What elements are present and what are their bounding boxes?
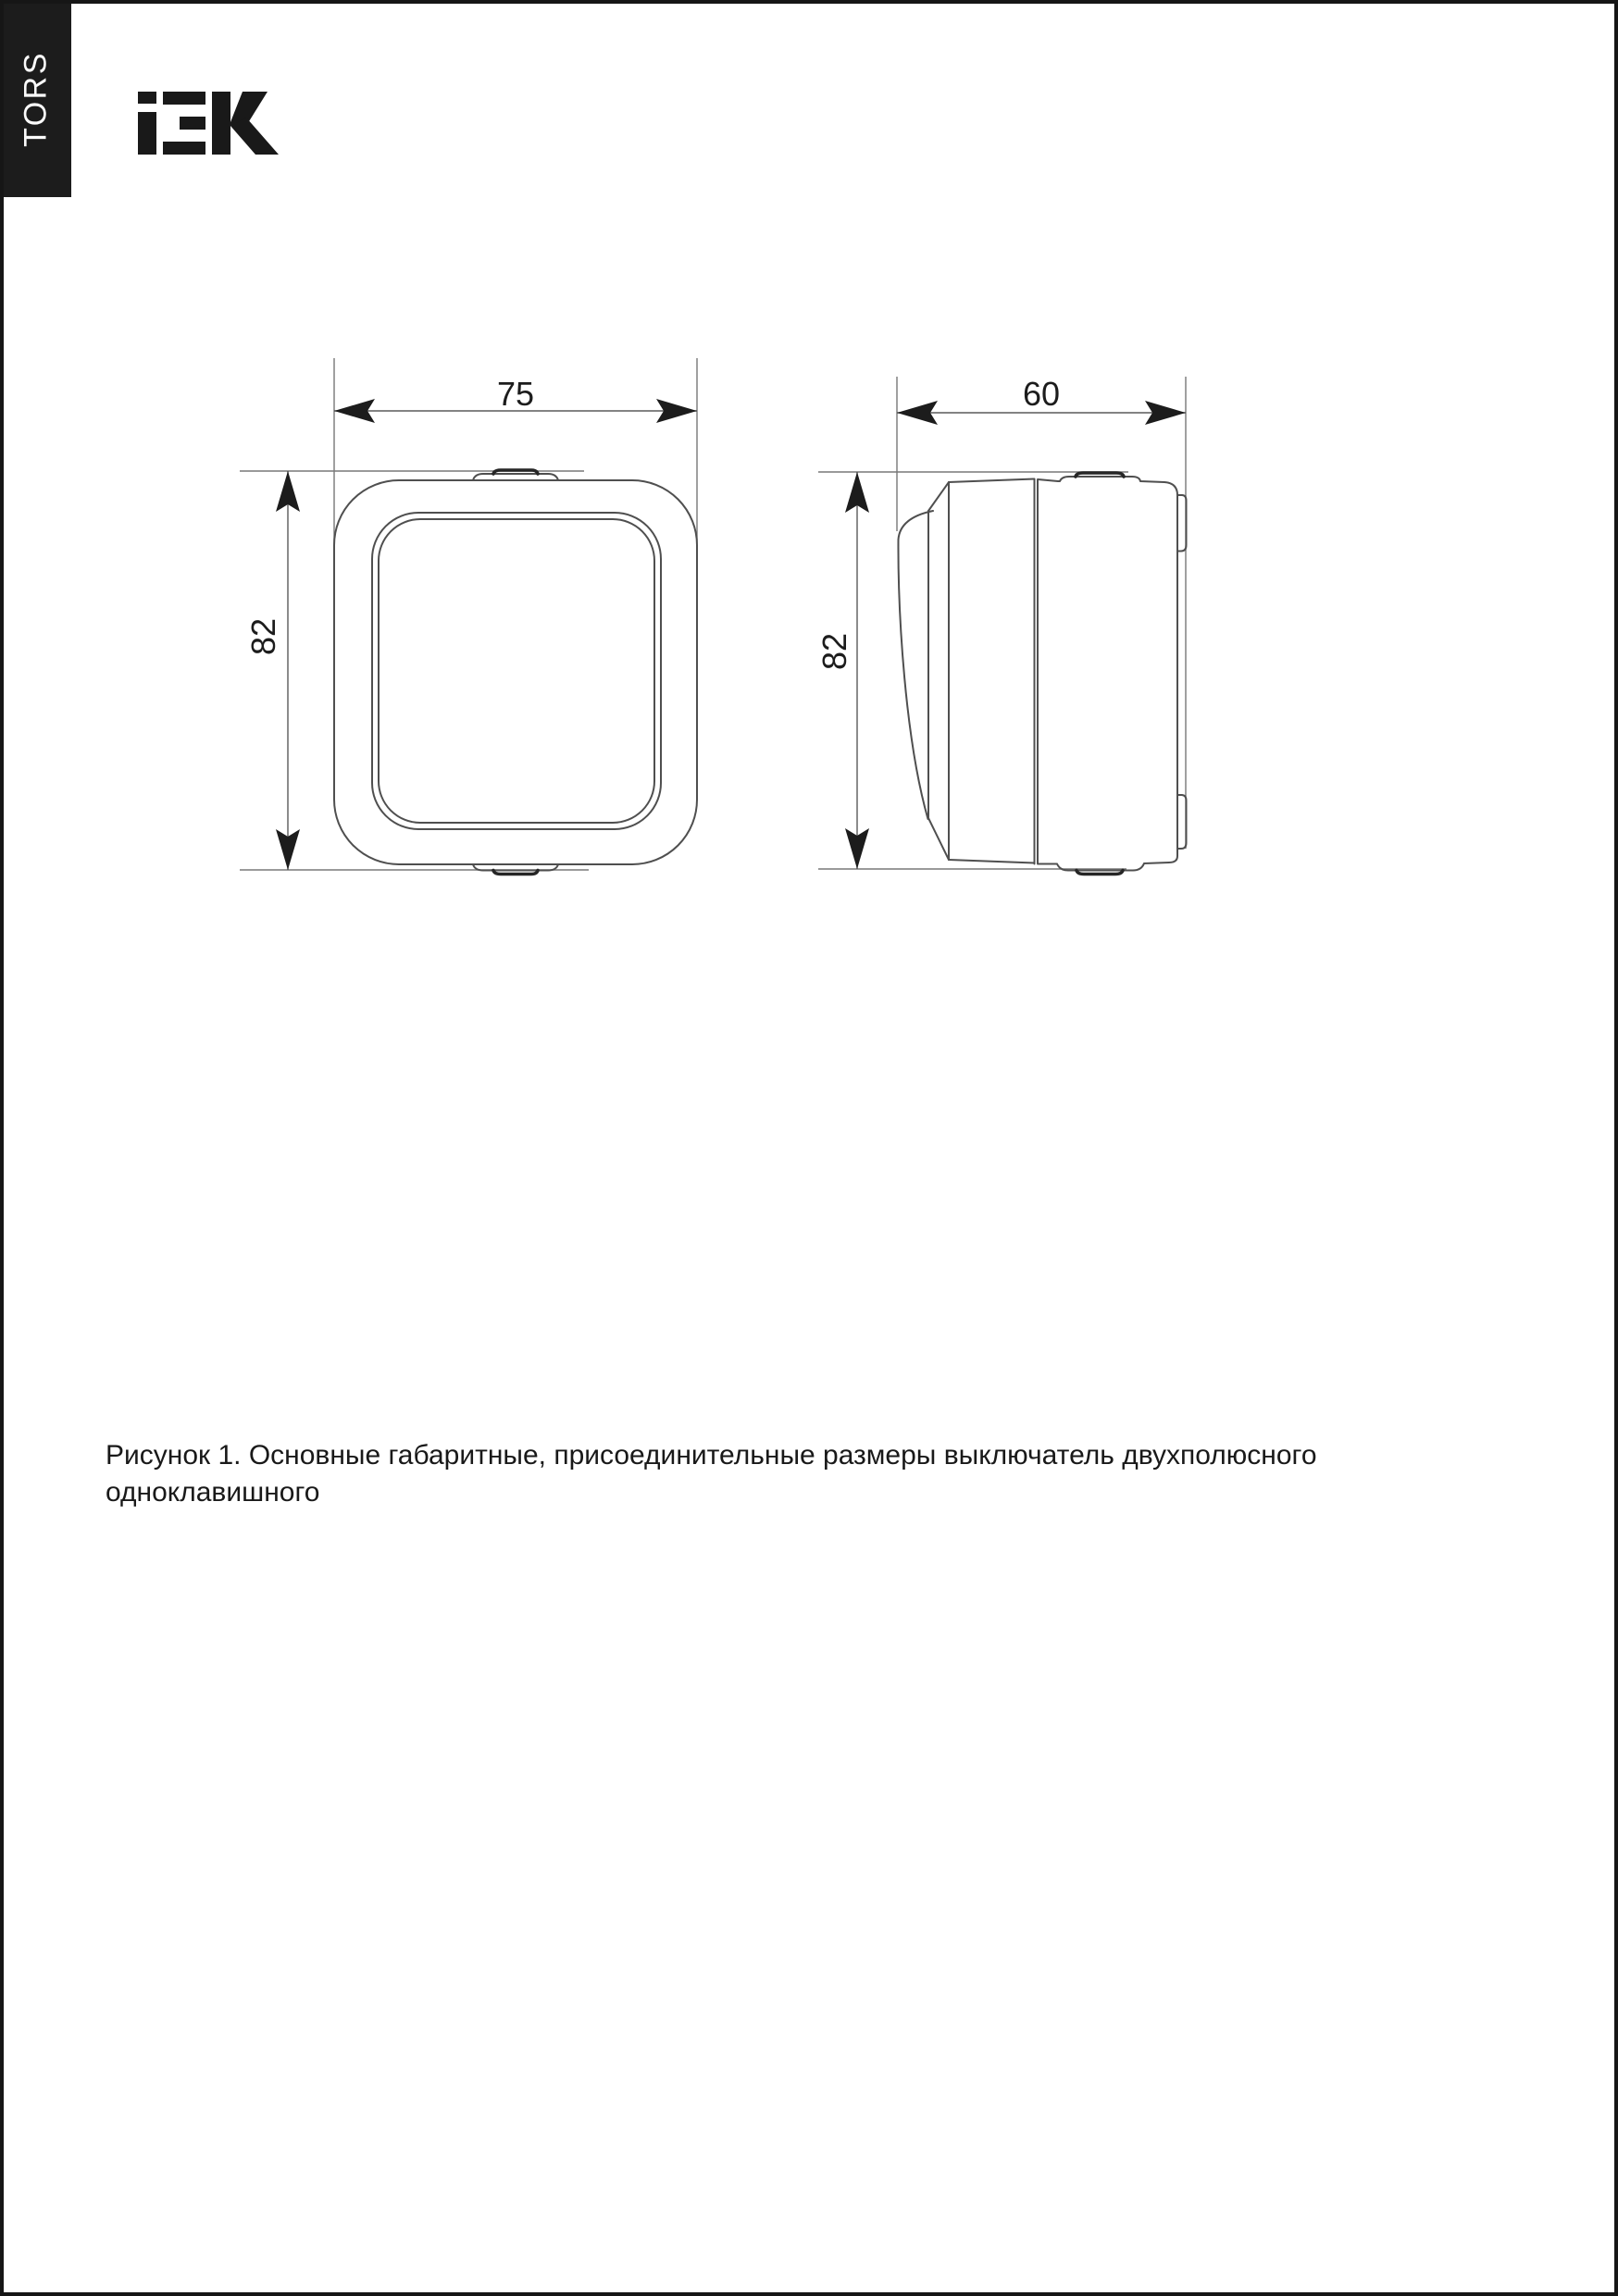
side-depth-label: 60 <box>1022 375 1061 413</box>
front-height-label: 82 <box>244 617 282 656</box>
dimension-drawing <box>4 4 1618 948</box>
figure-caption-line2: одноклавишного <box>106 1477 320 1508</box>
side-frame-bottom-face <box>949 860 1035 863</box>
side-clip-top <box>1177 495 1187 552</box>
side-clip-bottom <box>1177 795 1187 849</box>
side-height-label: 82 <box>815 632 853 671</box>
front-key-inner <box>379 519 654 823</box>
front-top-tab <box>473 474 558 480</box>
side-frame-top-bevel <box>928 482 949 511</box>
side-frame-bottom-bevel <box>928 818 949 860</box>
side-frame-top-face <box>949 479 1035 483</box>
series-tab-label: TORS <box>18 50 53 147</box>
side-body-box <box>1038 477 1177 871</box>
front-view-drawing <box>240 358 697 875</box>
figure-caption <box>106 1437 1475 1511</box>
front-width-label: 75 <box>496 375 535 413</box>
front-key-outer <box>372 513 661 829</box>
figure-caption-line1: Рисунок 1. Основные габаритные, присоединительные размеры выключатель двухполюсного <box>106 1440 1317 1471</box>
side-view-drawing <box>815 375 1187 875</box>
